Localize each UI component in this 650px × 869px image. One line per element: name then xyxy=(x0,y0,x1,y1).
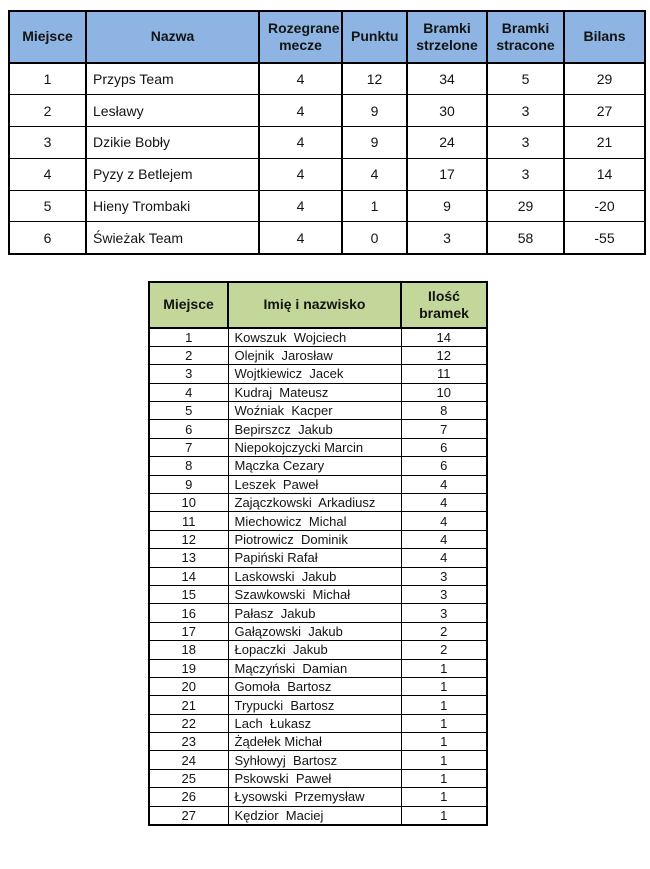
table-row xyxy=(149,788,487,806)
table-row xyxy=(9,95,645,127)
table-row xyxy=(149,365,487,383)
points-cell: 12 xyxy=(342,63,407,95)
points-cell: 1 xyxy=(342,190,407,222)
rank-cell: 1 xyxy=(149,328,228,346)
player-name-cell: Papiński Rafał xyxy=(228,549,401,567)
goals-count-cell: 14 xyxy=(401,328,487,346)
rank-cell: 9 xyxy=(149,475,228,493)
player-name-cell: Leszek Paweł xyxy=(228,475,401,493)
rank-cell: 12 xyxy=(149,530,228,548)
table-row xyxy=(149,549,487,567)
rank-cell: 5 xyxy=(149,402,228,420)
rank-cell: 7 xyxy=(149,438,228,456)
rank-cell: 15 xyxy=(149,585,228,603)
player-name-cell: Mączka Cezary xyxy=(228,457,401,475)
player-name-cell: Wojtkiewicz Jacek xyxy=(228,365,401,383)
goal-balance-cell: 21 xyxy=(564,127,645,159)
player-name-cell: Piotrowicz Dominik xyxy=(228,530,401,548)
table-row xyxy=(149,346,487,364)
rank-cell: 1 xyxy=(9,63,86,95)
col-header-imie-i-nazwisko: Imię i nazwisko xyxy=(228,282,401,328)
goals-count-cell: 6 xyxy=(401,457,487,475)
col-header-miejsce: Miejsce xyxy=(9,11,86,63)
goal-balance-cell: 14 xyxy=(564,158,645,190)
goals-count-cell: 4 xyxy=(401,512,487,530)
player-name-cell: Łopaczki Jakub xyxy=(228,641,401,659)
goals-against-cell: 3 xyxy=(487,127,564,159)
table-row xyxy=(149,751,487,769)
standings-table xyxy=(8,10,646,255)
rank-cell: 18 xyxy=(149,641,228,659)
table-row xyxy=(149,714,487,732)
top-scorers-table xyxy=(148,281,488,826)
standings-rows xyxy=(9,63,645,254)
col-header-rozegrane-mecze: Rozegrane mecze xyxy=(259,11,342,63)
player-name-cell: Trypucki Bartosz xyxy=(228,696,401,714)
col-header-bramki-strzelone: Bramki strzelone xyxy=(407,11,487,63)
rank-cell: 16 xyxy=(149,604,228,622)
goals-count-cell: 4 xyxy=(401,494,487,512)
scorers-rows xyxy=(149,328,487,825)
rank-cell: 5 xyxy=(9,190,86,222)
points-cell: 9 xyxy=(342,127,407,159)
table-row xyxy=(149,585,487,603)
player-name-cell: Zajączkowski Arkadiusz xyxy=(228,494,401,512)
player-name-cell: Szawkowski Michał xyxy=(228,585,401,603)
table-row xyxy=(149,641,487,659)
rank-cell: 3 xyxy=(149,365,228,383)
col-header-punktu: Punktu xyxy=(342,11,407,63)
player-name-cell: Kędzior Maciej xyxy=(228,806,401,824)
rank-cell: 20 xyxy=(149,677,228,695)
table-row xyxy=(149,494,487,512)
goals-count-cell: 6 xyxy=(401,438,487,456)
table-row xyxy=(149,402,487,420)
goals-count-cell: 1 xyxy=(401,788,487,806)
rank-cell: 19 xyxy=(149,659,228,677)
goal-balance-cell: -20 xyxy=(564,190,645,222)
goals-against-cell: 3 xyxy=(487,158,564,190)
standings-header xyxy=(9,11,645,63)
player-name-cell: Łysowski Przemysław xyxy=(228,788,401,806)
goals-count-cell: 4 xyxy=(401,549,487,567)
rank-cell: 21 xyxy=(149,696,228,714)
team-name-cell: Hieny Trombaki xyxy=(86,190,259,222)
table-row xyxy=(149,677,487,695)
player-name-cell: Syhłowyj Bartosz xyxy=(228,751,401,769)
goals-count-cell: 3 xyxy=(401,604,487,622)
table-row xyxy=(149,328,487,346)
goal-balance-cell: -55 xyxy=(564,222,645,254)
rank-cell: 23 xyxy=(149,733,228,751)
rank-cell: 22 xyxy=(149,714,228,732)
goals-count-cell: 1 xyxy=(401,733,487,751)
points-cell: 0 xyxy=(342,222,407,254)
goals-for-cell: 3 xyxy=(407,222,487,254)
rank-cell: 4 xyxy=(149,383,228,401)
table-row xyxy=(9,158,645,190)
goals-against-cell: 5 xyxy=(487,63,564,95)
col-header-bilans: Bilans xyxy=(564,11,645,63)
player-name-cell: Woźniak Kacper xyxy=(228,402,401,420)
goals-count-cell: 1 xyxy=(401,751,487,769)
goals-count-cell: 1 xyxy=(401,714,487,732)
player-name-cell: Laskowski Jakub xyxy=(228,567,401,585)
table-row xyxy=(149,806,487,824)
goals-against-cell: 58 xyxy=(487,222,564,254)
player-name-cell: Kowszuk Wojciech xyxy=(228,328,401,346)
col-header-ilosc-bramek: Ilość bramek xyxy=(401,282,487,328)
table-row xyxy=(9,127,645,159)
matches-played-cell: 4 xyxy=(259,95,342,127)
rank-cell: 26 xyxy=(149,788,228,806)
player-name-cell: Bepirszcz Jakub xyxy=(228,420,401,438)
header-row xyxy=(149,282,487,328)
scorers-header xyxy=(149,282,487,328)
player-name-cell: Miechowicz Michal xyxy=(228,512,401,530)
goals-count-cell: 3 xyxy=(401,567,487,585)
player-name-cell: Gałązowski Jakub xyxy=(228,622,401,640)
goals-count-cell: 11 xyxy=(401,365,487,383)
header-row xyxy=(9,11,645,63)
goals-count-cell: 1 xyxy=(401,677,487,695)
goals-count-cell: 2 xyxy=(401,641,487,659)
rank-cell: 14 xyxy=(149,567,228,585)
goals-count-cell: 12 xyxy=(401,346,487,364)
col-header-bramki-stracone: Bramki stracone xyxy=(487,11,564,63)
table-row xyxy=(149,733,487,751)
player-name-cell: Kudraj Mateusz xyxy=(228,383,401,401)
rank-cell: 25 xyxy=(149,769,228,787)
player-name-cell: Niepokojczycki Marcin xyxy=(228,438,401,456)
goals-count-cell: 2 xyxy=(401,622,487,640)
goals-count-cell: 4 xyxy=(401,530,487,548)
team-name-cell: Dzikie Bobły xyxy=(86,127,259,159)
goals-for-cell: 17 xyxy=(407,158,487,190)
matches-played-cell: 4 xyxy=(259,158,342,190)
matches-played-cell: 4 xyxy=(259,190,342,222)
player-name-cell: Gomoła Bartosz xyxy=(228,677,401,695)
player-name-cell: Lach Łukasz xyxy=(228,714,401,732)
goals-count-cell: 1 xyxy=(401,696,487,714)
table-row xyxy=(149,383,487,401)
rank-cell: 10 xyxy=(149,494,228,512)
goals-for-cell: 30 xyxy=(407,95,487,127)
rank-cell: 4 xyxy=(9,158,86,190)
table-row xyxy=(149,475,487,493)
matches-played-cell: 4 xyxy=(259,127,342,159)
team-name-cell: Pyzy z Betlejem xyxy=(86,158,259,190)
table-row xyxy=(9,63,645,95)
table-row xyxy=(149,420,487,438)
rank-cell: 3 xyxy=(9,127,86,159)
goals-for-cell: 34 xyxy=(407,63,487,95)
table-row xyxy=(149,696,487,714)
goal-balance-cell: 27 xyxy=(564,95,645,127)
table-row xyxy=(149,438,487,456)
rank-cell: 11 xyxy=(149,512,228,530)
goals-for-cell: 9 xyxy=(407,190,487,222)
rank-cell: 6 xyxy=(9,222,86,254)
goals-count-cell: 7 xyxy=(401,420,487,438)
table-row xyxy=(149,659,487,677)
matches-played-cell: 4 xyxy=(259,222,342,254)
goals-count-cell: 4 xyxy=(401,475,487,493)
table-row xyxy=(149,512,487,530)
player-name-cell: Mączyński Damian xyxy=(228,659,401,677)
goals-for-cell: 24 xyxy=(407,127,487,159)
points-cell: 4 xyxy=(342,158,407,190)
matches-played-cell: 4 xyxy=(259,63,342,95)
goals-count-cell: 8 xyxy=(401,402,487,420)
rank-cell: 8 xyxy=(149,457,228,475)
table-row xyxy=(149,604,487,622)
goals-count-cell: 1 xyxy=(401,806,487,824)
player-name-cell: Żądełek Michał xyxy=(228,733,401,751)
table-row xyxy=(9,190,645,222)
team-name-cell: Przyps Team xyxy=(86,63,259,95)
rank-cell: 2 xyxy=(149,346,228,364)
points-cell: 9 xyxy=(342,95,407,127)
goals-against-cell: 3 xyxy=(487,95,564,127)
rank-cell: 27 xyxy=(149,806,228,824)
col-header-miejsce: Miejsce xyxy=(149,282,228,328)
goals-count-cell: 3 xyxy=(401,585,487,603)
col-header-nazwa: Nazwa xyxy=(86,11,259,63)
rank-cell: 13 xyxy=(149,549,228,567)
rank-cell: 2 xyxy=(9,95,86,127)
goal-balance-cell: 29 xyxy=(564,63,645,95)
goals-count-cell: 1 xyxy=(401,769,487,787)
goals-count-cell: 1 xyxy=(401,659,487,677)
table-row xyxy=(149,457,487,475)
table-row xyxy=(149,567,487,585)
rank-cell: 24 xyxy=(149,751,228,769)
table-row xyxy=(149,622,487,640)
team-name-cell: Świeżak Team xyxy=(86,222,259,254)
team-name-cell: Lesławy xyxy=(86,95,259,127)
goals-count-cell: 10 xyxy=(401,383,487,401)
player-name-cell: Pskowski Paweł xyxy=(228,769,401,787)
table-row xyxy=(9,222,645,254)
table-row xyxy=(149,530,487,548)
rank-cell: 6 xyxy=(149,420,228,438)
table-row xyxy=(149,769,487,787)
rank-cell: 17 xyxy=(149,622,228,640)
player-name-cell: Olejnik Jarosław xyxy=(228,346,401,364)
player-name-cell: Pałasz Jakub xyxy=(228,604,401,622)
goals-against-cell: 29 xyxy=(487,190,564,222)
